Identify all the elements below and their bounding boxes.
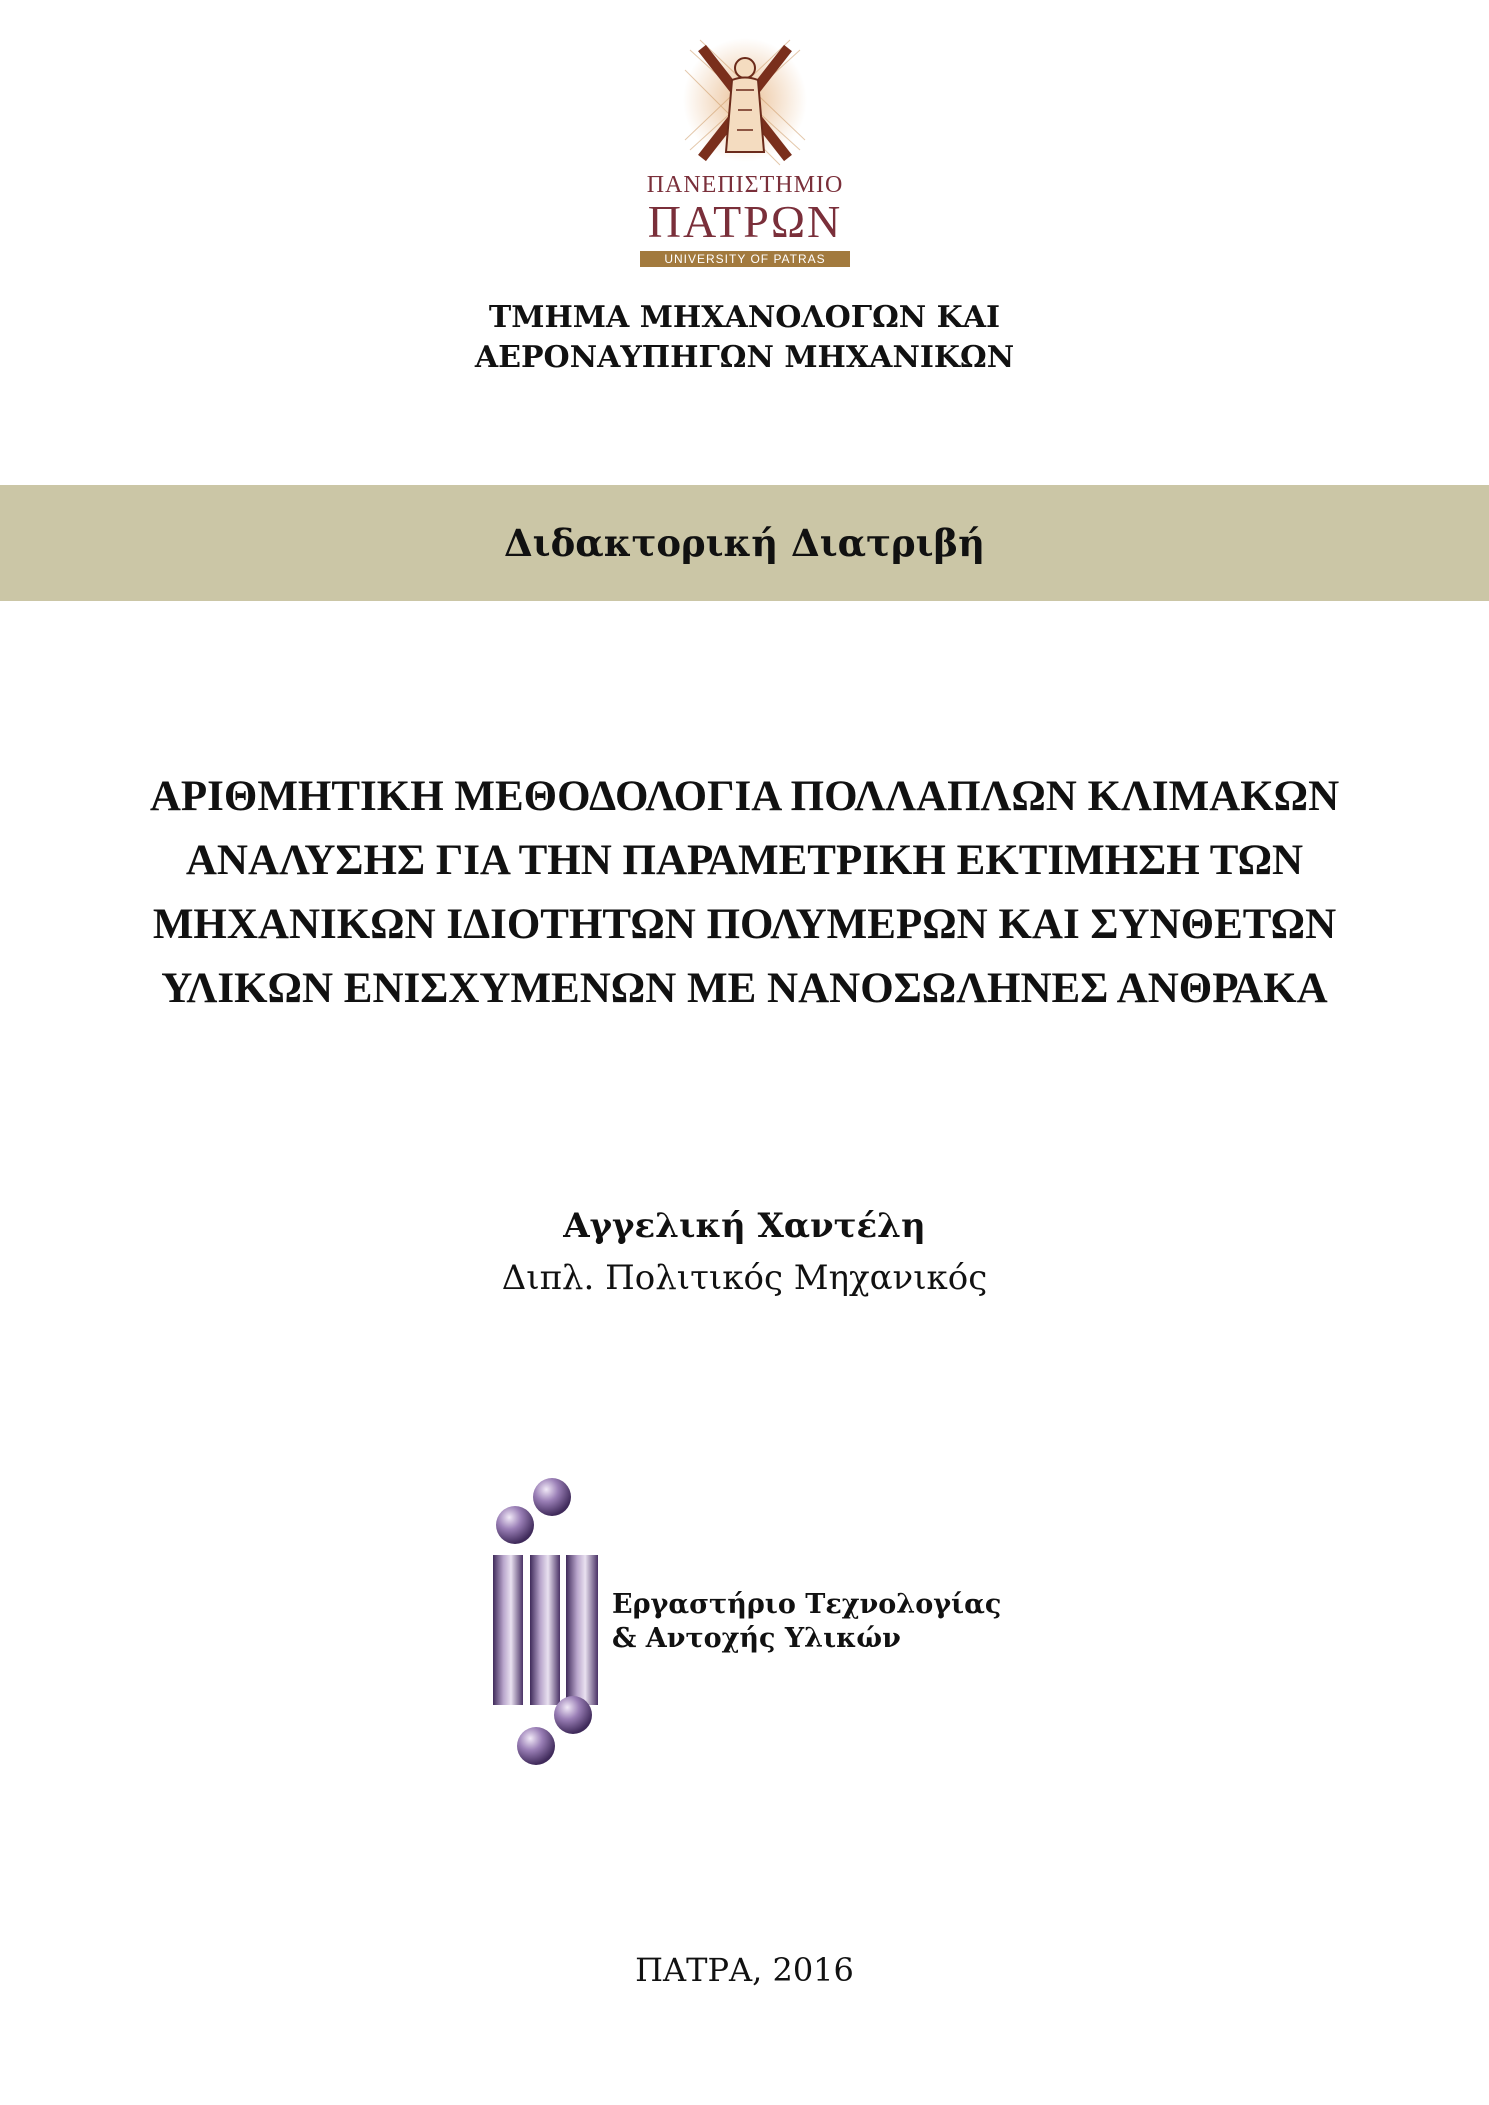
lab-name-line2: & Αντοχής Υλικών (612, 1623, 901, 1654)
lab-logo (485, 1475, 615, 1775)
author-name: Αγγελική Χαντέλη (563, 1206, 926, 1246)
lab-logo-spheres-columns-icon (485, 1475, 615, 1775)
thesis-title (60, 765, 1429, 1021)
university-name-line1: ΠΑΝΕΠΙΣΤΗΜΙΟ (646, 172, 844, 198)
department-line2: ΑΕΡΟΝΑΥΠΗΓΩΝ ΜΗΧΑΝΙΚΩΝ (474, 340, 1015, 375)
university-name-line2: ΠΑΤΡΩΝ (647, 196, 843, 247)
university-logo (640, 30, 850, 266)
thesis-type: Διδακτορική Διατριβή (503, 521, 986, 565)
lab-name-line1: Εργαστήριο Τεχνολογίας (612, 1589, 1002, 1620)
university-name-en: UNIVERSITY OF PATRAS (640, 251, 850, 267)
department-name (0, 298, 1489, 378)
thesis-title-line2: ΑΝΑΛΥΣΗΣ ΓΙΑ ΤΗΝ ΠΑΡΑΜΕΤΡΙΚΗ ΕΚΤΙΜΗΣΗ ΤΩΝ (185, 837, 1304, 884)
thesis-title-line3: ΜΗΧΑΝΙΚΩΝ ΙΔΙΟΤΗΤΩΝ ΠΟΛΥΜΕΡΩΝ ΚΑΙ ΣΥΝΘΕΤΩΝ (152, 901, 1337, 948)
department-line1: ΤΜΗΜΑ ΜΗΧΑΝΟΛΟΓΩΝ ΚΑΙ (488, 300, 1001, 335)
lab-name (612, 1588, 1032, 1656)
thesis-title-line1: ΑΡΙΘΜΗΤΙΚΗ ΜΕΘΟΔΟΛΟΓΙΑ ΠΟΛΛΑΠΛΩΝ ΚΛΙΜΑΚΩΝ (149, 773, 1340, 820)
author-degree: Διπλ. Πολιτικός Μηχανικός (501, 1258, 988, 1298)
saint-andrew-cross-icon (680, 30, 810, 170)
place-date: ΠΑΤΡΑ, 2016 (635, 1951, 854, 1989)
thesis-title-line4: ΥΛΙΚΩΝ ΕΝΙΣΧΥΜΕΝΩΝ ΜΕ ΝΑΝΟΣΩΛΗΝΕΣ ΑΝΘΡΑΚΑ (161, 965, 1328, 1012)
